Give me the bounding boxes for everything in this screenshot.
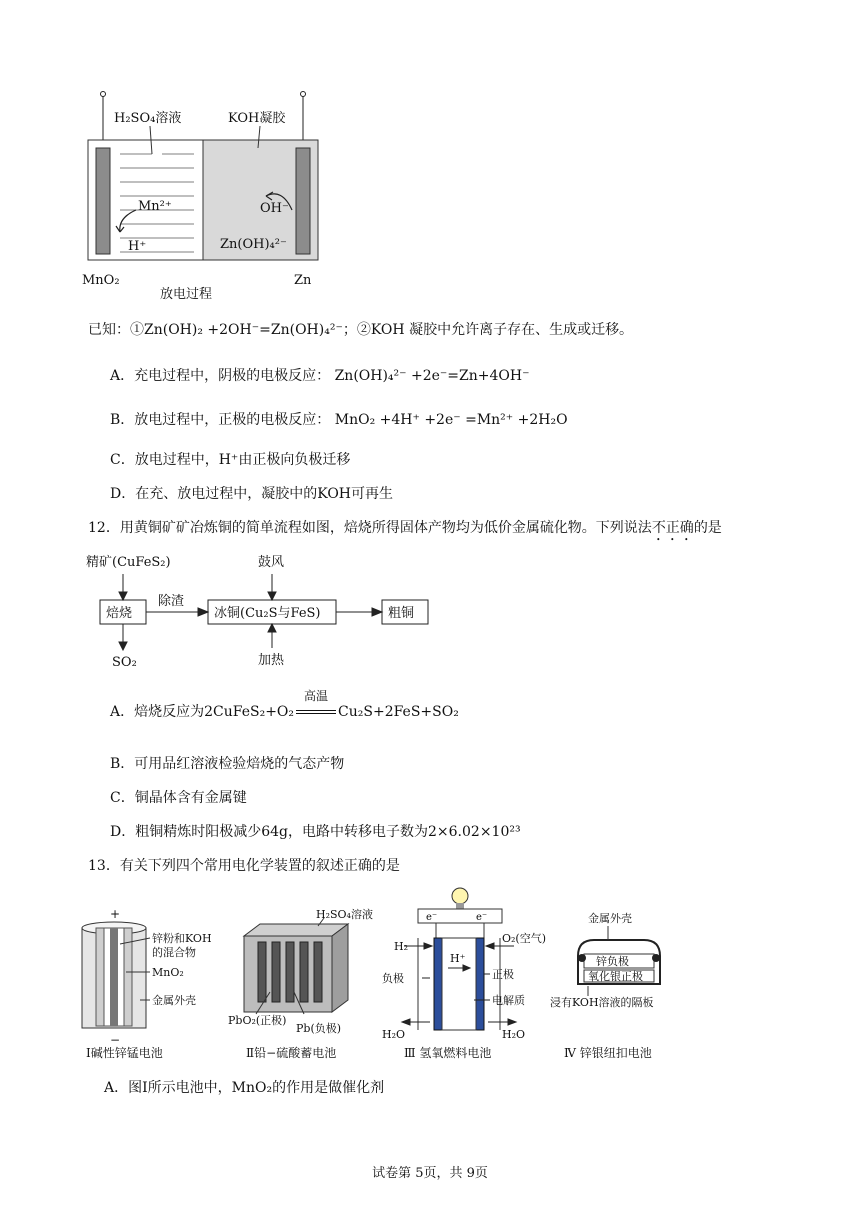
reaction-condition: 高温	[304, 689, 329, 703]
q12-option-a: A．焙烧反应为2CuFeS₂+O₂ 高温 Cu₂S+2FeS+SO₂	[110, 702, 459, 722]
svg-text:H⁺: H⁺	[450, 952, 466, 965]
mno2-electrode-label: MnO₂	[82, 273, 120, 288]
battery-diagram	[82, 88, 332, 303]
fig4-caption: Ⅳ 锌银纽扣电池	[564, 1046, 652, 1060]
fig1-caption: Ⅰ碱性锌锰电池	[86, 1046, 163, 1060]
svg-text:浸有KOH溶液的隔板: 浸有KOH溶液的隔板	[550, 996, 654, 1009]
mn-ion-label: Mn²⁺	[138, 199, 172, 214]
q11-known: 已知：①Zn(OH)₂ +2OH⁻=Zn(OH)₄²⁻；②KOH 凝胶中允许离子存在、生成或迁移。	[88, 322, 634, 338]
zn-ion-label: Zn(OH)₄²⁻	[220, 237, 287, 252]
svg-text:H₂O: H₂O	[382, 1028, 406, 1041]
fig4-button-cell	[548, 906, 688, 1056]
svg-text:e⁻: e⁻	[426, 912, 438, 923]
fig3-fuel-cell	[378, 882, 547, 1056]
svg-text:金属外壳: 金属外壳	[152, 994, 196, 1007]
flow-blow: 鼓风	[258, 555, 285, 570]
flow-roast: 焙烧	[106, 606, 133, 621]
svg-text:H₂O: H₂O	[502, 1028, 526, 1041]
oh-ion-label: OH⁻	[260, 201, 289, 216]
flow-crude: 粗铜	[388, 606, 415, 621]
q12-option-d: D．粗铜精炼时阳极减少64g，电路中转移电子数为2×6.02×10²³	[110, 824, 521, 840]
svg-text:O₂(空气): O₂(空气)	[502, 932, 547, 945]
flow-gas: SO₂	[112, 655, 137, 670]
svg-text:−: −	[110, 1033, 121, 1047]
smelting-flowchart	[84, 548, 434, 678]
reaction-arrow	[294, 689, 338, 722]
q12-option-b: B．可用品红溶液检验焙烧的气态产物	[110, 756, 345, 772]
svg-text:锌负极: 锌负极	[596, 955, 629, 968]
q12-emphasis: 不正确	[651, 520, 694, 536]
flow-heat: 加热	[258, 653, 285, 668]
q11-known-equation: Zn(OH)₂ +2OH⁻=Zn(OH)₄²⁻	[144, 322, 343, 338]
svg-text:MnO₂: MnO₂	[152, 966, 184, 979]
q11-option-a: A．充电过程中，阴极的电极反应： Zn(OH)₄²⁻ +2e⁻=Zn+4OH⁻	[110, 368, 530, 384]
q11-option-b: B．放电过程中，正极的电极反应： MnO₂ +4H⁺ +2e⁻ =Mn²⁺ +2H₂O	[110, 412, 568, 428]
left-solution-label: H₂SO₄溶液	[114, 111, 182, 126]
svg-text:e⁻: e⁻	[476, 912, 488, 923]
svg-text:电解质: 电解质	[492, 994, 525, 1007]
svg-text:+: +	[110, 907, 121, 921]
svg-text:氧化银正极: 氧化银正极	[588, 970, 643, 983]
h-ion-label: H⁺	[128, 239, 147, 254]
zn-electrode-label: Zn	[294, 273, 312, 288]
svg-text:PbO₂(正极): PbO₂(正极)	[228, 1014, 287, 1027]
fig2-lead-acid	[228, 906, 373, 1056]
fig3-caption: Ⅲ 氢氧燃料电池	[404, 1046, 492, 1060]
svg-text:H₂SO₄溶液: H₂SO₄溶液	[316, 908, 373, 921]
svg-text:负极: 负极	[382, 972, 404, 985]
svg-text:H₂: H₂	[394, 940, 409, 953]
svg-text:金属外壳: 金属外壳	[588, 912, 632, 925]
battery-caption: 放电过程	[160, 287, 213, 302]
svg-text:Pb(负极): Pb(负极)	[296, 1022, 342, 1035]
q11-option-c: C．放电过程中，H⁺由正极向负极迁移	[110, 452, 351, 468]
q13-option-a: A．图Ⅰ所示电池中，MnO₂的作用是做催化剂	[104, 1080, 385, 1096]
flow-feed: 精矿(CuFeS₂)	[86, 555, 171, 570]
flow-slag: 除渣	[158, 594, 185, 609]
q12-stem: 12．用黄铜矿矿冶炼铜的简单流程如图，焙烧所得固体产物均为低价金属硫化物。下列说法不正确的是	[88, 520, 722, 536]
svg-text:正极: 正极	[492, 968, 514, 981]
svg-text:的混合物: 的混合物	[152, 946, 196, 959]
flow-matte: 冰铜(Cu₂S与FeS)	[214, 606, 321, 621]
q13-stem: 13．有关下列四个常用电化学装置的叙述正确的是	[88, 858, 400, 874]
q12-option-c: C．铜晶体含有金属键	[110, 790, 247, 806]
page-footer: 试卷第 5页，共 9页	[372, 1166, 488, 1181]
right-gel-label: KOH凝胶	[228, 111, 286, 126]
fig1-zinc-manganese	[76, 906, 236, 1056]
q11-option-d: D．在充、放电过程中，凝胶中的KOH可再生	[110, 486, 394, 502]
svg-text:锌粉和KOH: 锌粉和KOH	[152, 932, 212, 945]
fig2-caption: Ⅱ铅−硫酸蓄电池	[246, 1046, 337, 1060]
